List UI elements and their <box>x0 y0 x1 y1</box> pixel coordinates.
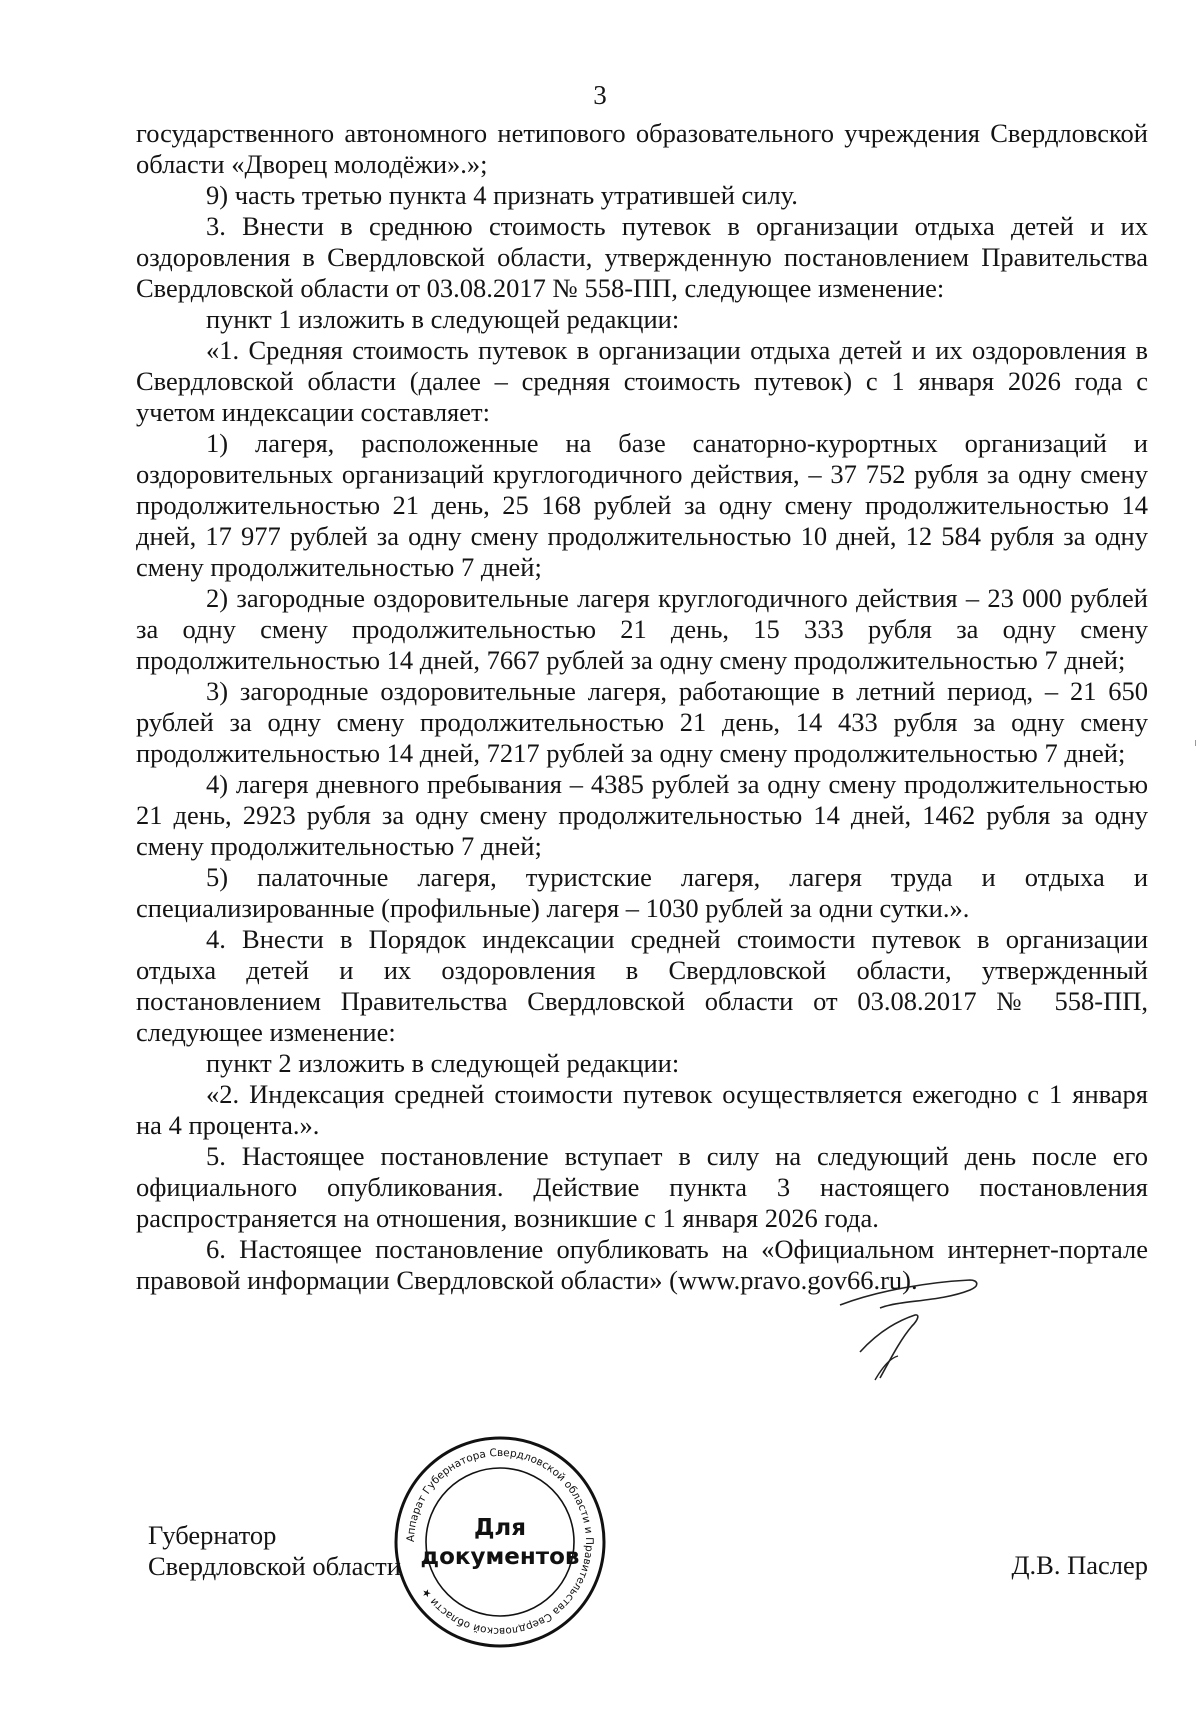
paragraph-cost-item-4: 4) лагеря дневного пребывания – 4385 рублей за одну смену продолжительностью 21 день, 2923 рубля за одну смену продолжительностью 14 дней, 1462 рубля за одну смену продолжительностью 7 дней; <box>136 769 1148 861</box>
paragraph-section-3-intro: пункт 1 изложить в следующей редакции: <box>206 304 680 334</box>
paragraph-section-6: 6. Настоящее постановление опубликовать на «Официальном интернет-портале правовой информации Свердловской области» (www.pravo.gov66.ru). <box>136 1234 1148 1295</box>
official-stamp <box>390 1432 610 1652</box>
document-body <box>136 118 1148 1296</box>
stamp-ring-text: Аппарат Губернатора Свердловской области и Правительства Свердловской области ★ <box>404 1446 596 1638</box>
signer-position-line2: Свердловской области <box>148 1551 401 1581</box>
paragraph-cost-clause-1: «1. Средняя стоимость путевок в организации отдыха детей и их оздоровления в Свердловской области (далее – средняя стоимость путевок) с 1 января 2026 года с учетом индексации составляет: <box>136 335 1148 427</box>
paragraph-item-9: 9) часть третью пункта 4 признать утратившей силу. <box>206 180 798 210</box>
paragraph-cost-item-5: 5) палаточные лагеря, туристские лагеря, лагеря труда и отдыха и специализированные (профильные) лагеря – 1030 рублей за одни сутки.». <box>136 862 1148 923</box>
stamp-text-line2: документов <box>420 1544 580 1570</box>
paragraph-cost-item-2: 2) загородные оздоровительные лагеря круглогодичного действия – 23 000 рублей за одну смену продолжительностью 21 день, 15 333 рубля за одну смену продолжительностью 14 дней, 7667 рублей за одну смену продолжительностью 7 дней; <box>136 583 1148 675</box>
paragraph-cost-item-1: 1) лагеря, расположенные на базе санаторно-курортных организаций и оздоровительных организаций круглогодичного действия, – 37 752 рубля за одну смену продолжительностью 21 день, 25 168 рублей за одну смену продолжительностью 14 дней, 17 977 рублей за одну смену продолжительностью 10 дней, 12 584 рубля за одну смену продолжительностью 7 дней; <box>136 428 1148 582</box>
signer-name: Д.В. Паслер <box>1011 1550 1148 1580</box>
signer-position-line1: Губернатор <box>148 1520 277 1550</box>
signature-block <box>148 1520 401 1582</box>
paragraph-section-5: 5. Настоящее постановление вступает в силу на следующий день после его официального опубликования. Действие пункта 3 настоящего постановления распространяется на отношения, возникшие с 1 января 2026 года. <box>136 1141 1148 1233</box>
paragraph-section-3: 3. Внести в среднюю стоимость путевок в организации отдыха детей и их оздоровления в Свердловской области, утвержденную постановлением Правительства Свердловской области от 03.08.2017 № 558-ПП, следующее изменение: <box>136 211 1148 303</box>
paragraph-section-4-intro: пункт 2 изложить в следующей редакции: <box>206 1048 680 1078</box>
stamp-text-line1: Для <box>473 1515 527 1541</box>
paragraph-section-4: 4. Внести в Порядок индексации средней стоимости путевок в организации отдыха детей и их оздоровления в Свердловской области, утвержденный постановлением Правительства Свердловской области от 03.08.2017 № 558-ПП, следующее изменение: <box>136 924 1148 1047</box>
page-number: 3 <box>593 80 607 110</box>
paragraph-continuation: государственного автономного нетипового образовательного учреждения Свердловской области «Дворец молодёжи».»; <box>136 118 1148 179</box>
handwritten-signature <box>820 1260 990 1410</box>
scan-edge-mark <box>1195 740 1196 746</box>
paragraph-cost-item-3: 3) загородные оздоровительные лагеря, работающие в летний период, – 21 650 рублей за одну смену продолжительностью 21 день, 14 433 рубля за одну смену продолжительностью 14 дней, 7217 рублей за одну смену продолжительностью 7 дней; <box>136 676 1148 768</box>
paragraph-indexation-clause: «2. Индексация средней стоимости путевок осуществляется ежегодно с 1 января на 4 процента.». <box>136 1079 1148 1140</box>
